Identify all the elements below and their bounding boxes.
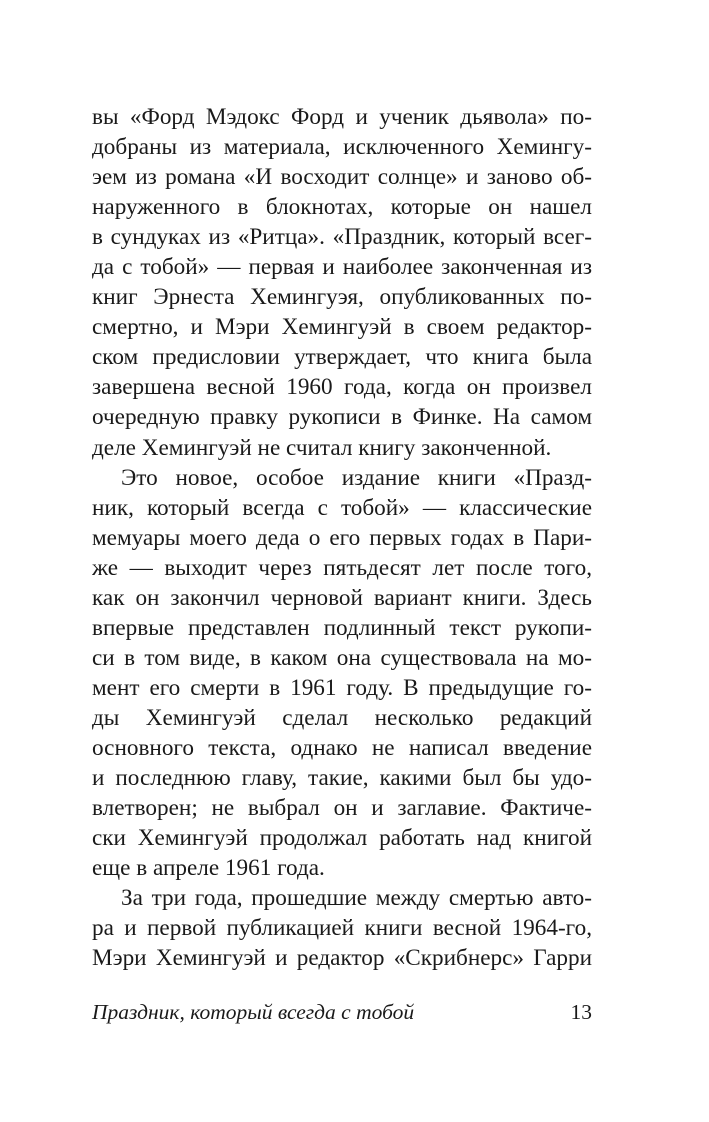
text-line: эем из романа «И восходит солнце» и заново об- xyxy=(92,164,592,191)
running-title: Праздник, который всегда с тобой xyxy=(92,1000,415,1024)
text-line: си в том виде, в каком она существовала на мо- xyxy=(92,644,592,671)
text-line: ски Хемингуэй продолжал работать над книгой xyxy=(92,825,592,852)
text-line: основного текста, однако не написал введение xyxy=(92,734,592,761)
text-line: и последнюю главу, такие, какими был бы удо- xyxy=(92,765,592,792)
text-line: деле Хемингуэй не считал книгу законченной. xyxy=(92,434,552,461)
text-line: очередную правку рукописи в Финке. На самом xyxy=(92,404,592,431)
text-line: еще в апреле 1961 года. xyxy=(92,855,325,882)
text-line: ра и первой публикацией книги весной 1964-го, xyxy=(92,915,592,942)
text-line: как он закончил черновой вариант книги. Здесь xyxy=(92,584,592,611)
text-line: ды Хемингуэй сделал несколько редакций xyxy=(92,704,592,731)
page-footer xyxy=(92,1000,592,1030)
text-line: вы «Форд Мэдокс Форд и ученик дьявола» по- xyxy=(92,104,592,130)
text-line: же — выходит через пятьдесят лет после того, xyxy=(92,554,592,581)
text-line: мемуары моего деда о его первых годах в Пари- xyxy=(92,524,592,551)
text-line: книг Эрнеста Хемингуэя, опубликованных по- xyxy=(92,284,592,311)
text-line: впервые представлен подлинный текст рукопи- xyxy=(92,614,592,641)
text-line: смертно, и Мэри Хемингуэй в своем редактор- xyxy=(92,314,592,341)
text-line: завершена весной 1960 года, когда он произвел xyxy=(92,374,592,401)
text-line: влетворен; не выбрал он и заглавие. Фактиче- xyxy=(92,795,592,822)
text-line: Мэри Хемингуэй и редактор «Скрибнерс» Гарри xyxy=(92,945,592,972)
text-line: За три года, прошедшие между смертью авто- xyxy=(121,885,592,912)
text-line: в сундуках из «Ритца». «Праздник, который всег- xyxy=(92,224,592,251)
text-line: наруженного в блокнотах, которые он нашел xyxy=(92,194,592,221)
text-line: ском предисловии утверждает, что книга была xyxy=(92,344,592,371)
text-line: ник, который всегда с тобой» — классические xyxy=(92,494,592,521)
text-line: добраны из материала, исключенного Хемингу- xyxy=(92,134,592,161)
body-text xyxy=(92,102,592,973)
page-number: 13 xyxy=(570,1000,592,1024)
text-line: Это новое, особое издание книги «Празд- xyxy=(121,464,592,491)
text-line: мент его смерти в 1961 году. В предыдущие го- xyxy=(92,674,592,701)
text-line: да с тобой» — первая и наиболее законченная из xyxy=(92,254,592,281)
